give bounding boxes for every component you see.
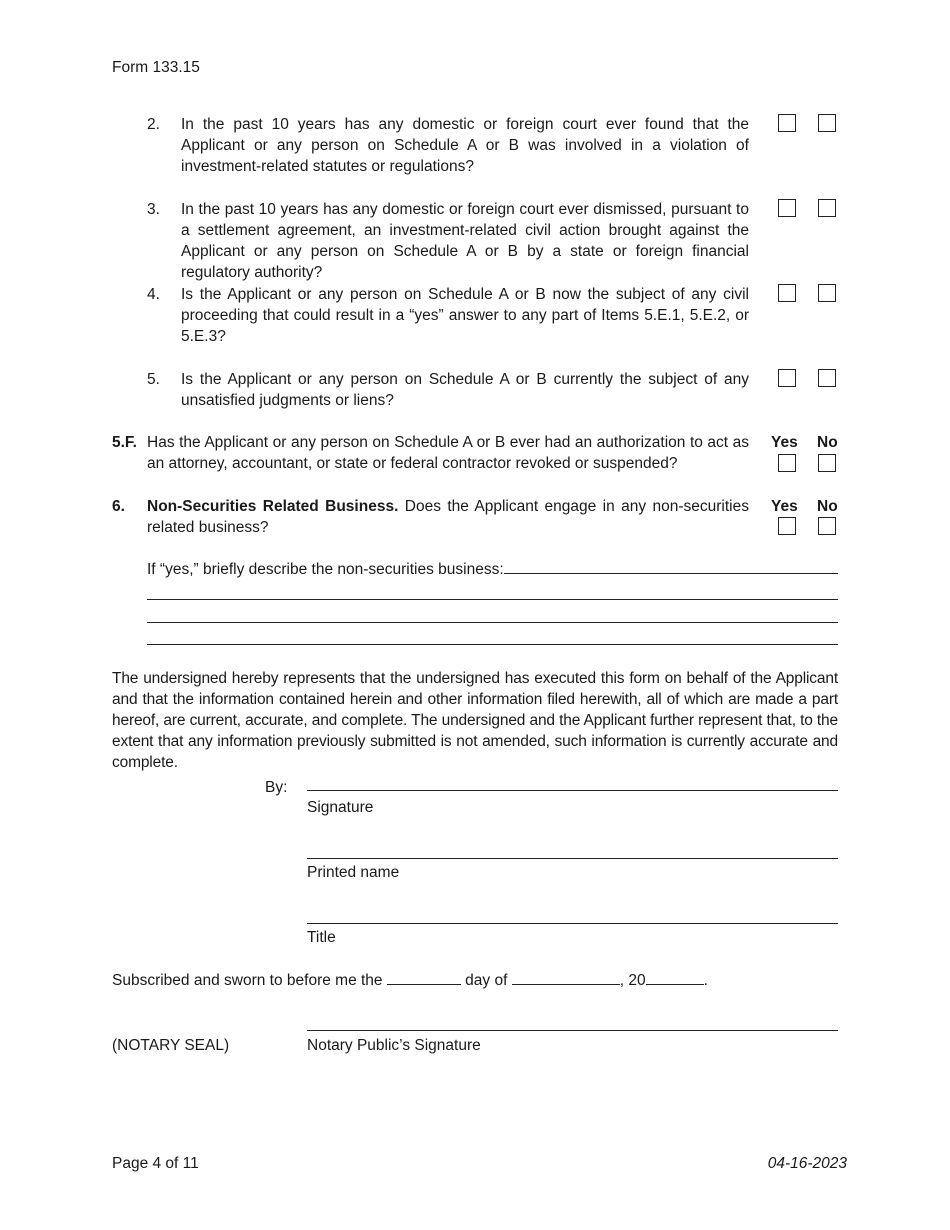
section-6-yes-checkbox[interactable] (778, 517, 796, 535)
notary-seal-label: (NOTARY SEAL) (112, 1037, 230, 1054)
section-5f-no-checkbox[interactable] (818, 454, 836, 472)
month-blank[interactable] (512, 969, 620, 985)
question-2-yes-checkbox[interactable] (778, 114, 796, 132)
section-6-text (147, 496, 749, 538)
notary-signature-label: Notary Public’s Signature (307, 1037, 481, 1054)
question-3-yes-checkbox[interactable] (778, 199, 796, 217)
describe-line-4[interactable] (147, 644, 838, 645)
question-5-no-checkbox[interactable] (818, 369, 836, 387)
section-6-no-checkbox[interactable] (818, 517, 836, 535)
section-6-title: Non-Securities Related Business. (147, 498, 399, 515)
question-2-no-checkbox[interactable] (818, 114, 836, 132)
signature-label: Signature (307, 799, 374, 816)
attestation-paragraph: The undersigned hereby represents that the undersigned has executed this form on behalf of the Applicant and that the information contained herein and other information filed herewith, all of which are made a part hereof, are current, accurate, and complete. The undersigned and the Applicant further represent that, to the extent that any information previously submitted is not amended, such information is currently accurate and complete. (112, 670, 838, 771)
title-label: Title (307, 929, 336, 946)
question-number: 4. (147, 286, 160, 303)
describe-prompt: If “yes,” briefly describe the non-securities business: (147, 561, 504, 578)
year-prefix: , 20 (619, 972, 646, 989)
sworn-period: . (703, 972, 708, 989)
printed-name-line[interactable] (307, 858, 838, 859)
notary-signature-line[interactable] (307, 1030, 838, 1031)
section-5f-number: 5.F. (112, 434, 137, 451)
question-number: 5. (147, 371, 160, 388)
question-text: Is the Applicant or any person on Schedule A or B now the subject of any civil proceeding that could result in a “yes” answer to any part of Items 5.E.1, 5.E.2, or 5.E.3? (181, 286, 749, 345)
question-number: 2. (147, 116, 160, 133)
section-5f-text: Has the Applicant or any person on Schedule A or B ever had an authorization to act as an attorney, accountant, or state or federal contractor revoked or suspended? (147, 434, 749, 472)
question-5-yes-checkbox[interactable] (778, 369, 796, 387)
form-number: Form 133.15 (112, 59, 200, 76)
day-blank[interactable] (387, 969, 461, 985)
page-number: Page 4 of 11 (112, 1155, 199, 1172)
section-5f-yes-label: Yes (771, 434, 798, 451)
describe-line-1[interactable] (504, 573, 838, 574)
section-6-question: Does the Applicant engage in any non-securities related business? (147, 498, 749, 536)
question-4-no-checkbox[interactable] (818, 284, 836, 302)
section-6-yes-label: Yes (771, 498, 798, 515)
year-blank[interactable] (646, 969, 704, 985)
question-text: In the past 10 years has any domestic or foreign court ever found that the Applicant or any person on Schedule A or B was involved in a violation of investment-related statutes or regulations? (181, 116, 749, 175)
signature-line[interactable] (307, 790, 838, 791)
describe-line-2[interactable] (147, 599, 838, 600)
question-number: 3. (147, 201, 160, 218)
section-5f-no-label: No (817, 434, 838, 451)
describe-line-3[interactable] (147, 622, 838, 623)
day-of-label: day of (465, 972, 508, 989)
revision-date: 04-16-2023 (767, 1155, 847, 1172)
section-5f-yes-checkbox[interactable] (778, 454, 796, 472)
section-6-number: 6. (112, 498, 125, 515)
printed-name-label: Printed name (307, 864, 400, 881)
sworn-statement (112, 969, 708, 991)
title-line[interactable] (307, 923, 838, 924)
section-6-no-label: No (817, 498, 838, 515)
question-3-no-checkbox[interactable] (818, 199, 836, 217)
by-label: By: (265, 779, 288, 796)
question-4-yes-checkbox[interactable] (778, 284, 796, 302)
sworn-prefix: Subscribed and sworn to before me the (112, 972, 383, 989)
question-text: In the past 10 years has any domestic or foreign court ever dismissed, pursuant to a settlement agreement, an investment-related civil action brought against the Applicant or any person on Schedule A or B by a state or foreign financial regulatory authority? (181, 201, 749, 281)
question-text: Is the Applicant or any person on Schedule A or B currently the subject of any unsatisfied judgments or liens? (181, 371, 749, 409)
